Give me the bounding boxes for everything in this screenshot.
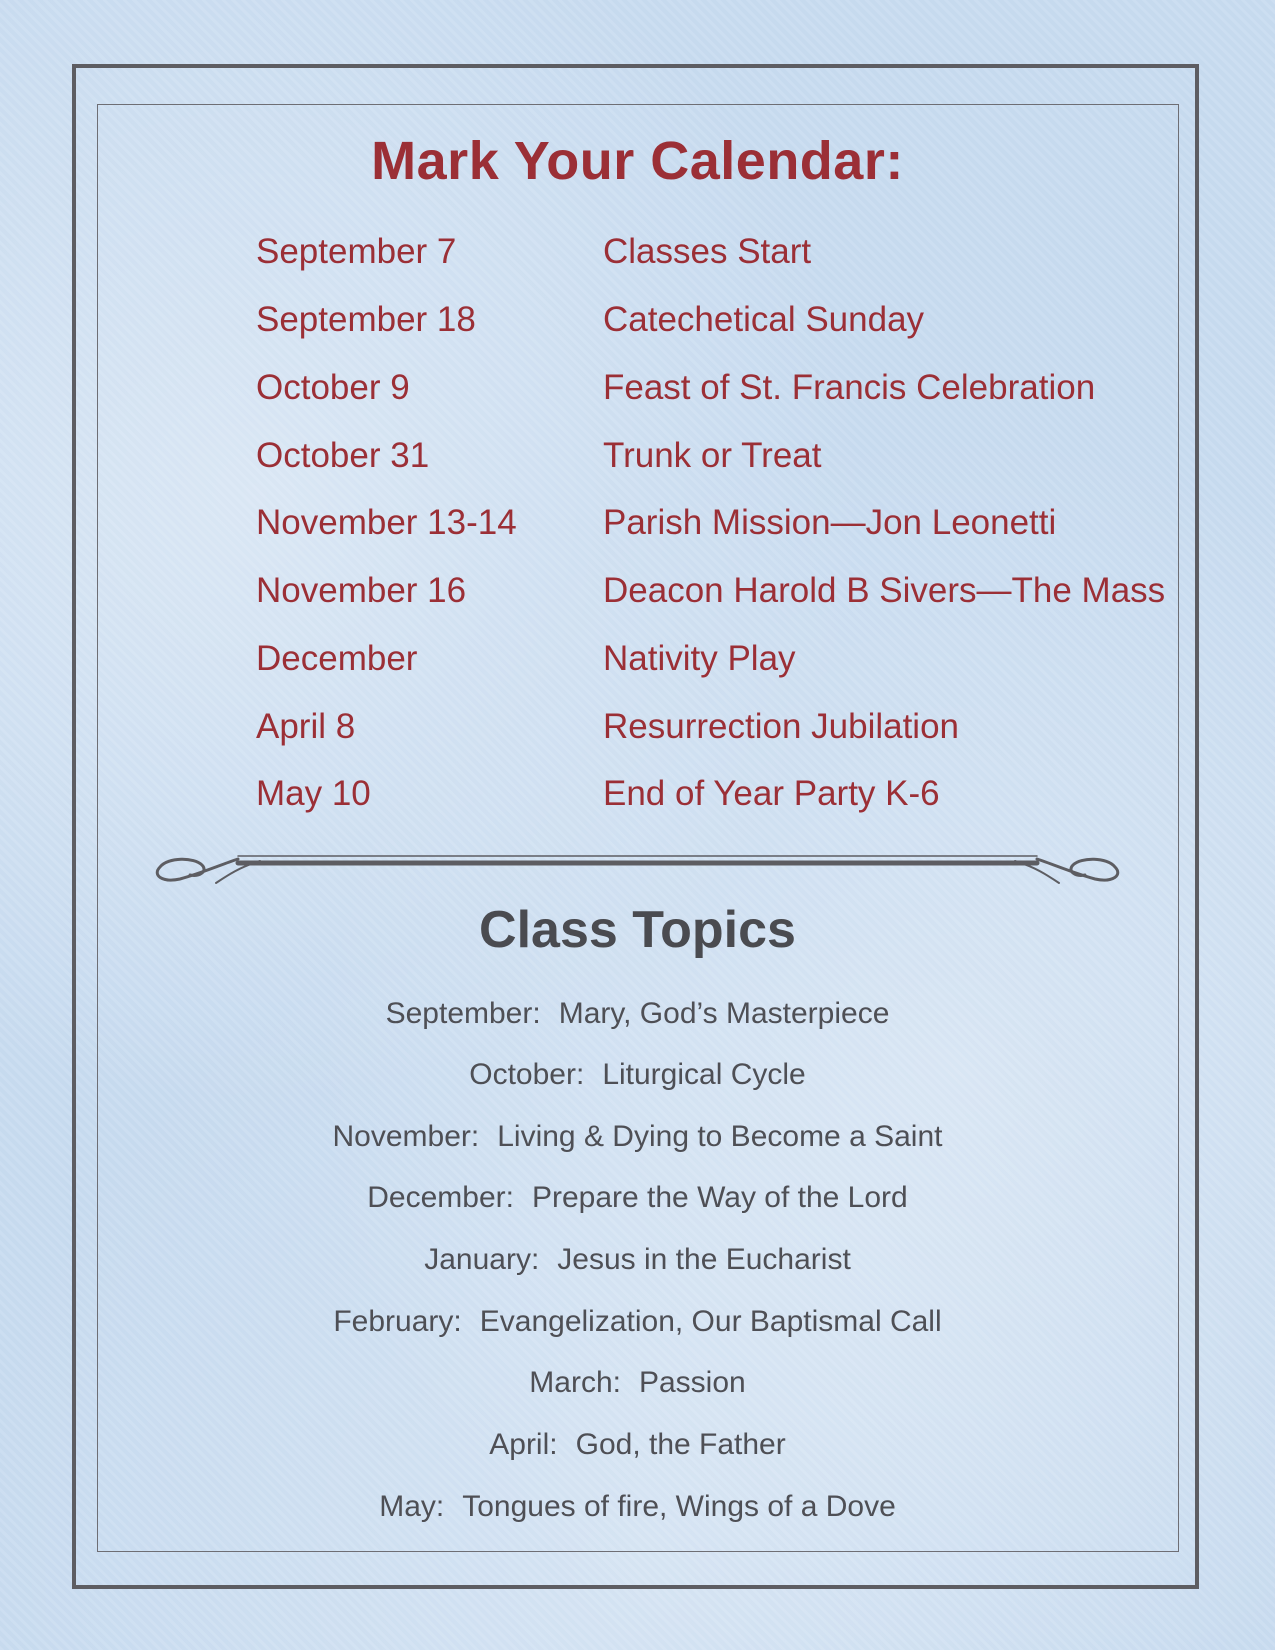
topic-text: Prepare the Way of the Lord — [531, 1181, 908, 1214]
topic-row — [0, 1058, 1275, 1092]
event-date: September 18 — [256, 300, 476, 339]
topic-month: February: — [333, 1305, 462, 1338]
event-date: November 13-14 — [256, 503, 517, 542]
topic-month: November: — [332, 1120, 480, 1153]
topic-text: Tongues of fire, Wings of a Dove — [462, 1490, 896, 1523]
ornamental-scroll-divider — [150, 845, 1125, 907]
topic-row — [0, 1305, 1275, 1339]
event-name: Nativity Play — [603, 639, 796, 678]
topic-text: Mary, God’s Masterpiece — [558, 997, 890, 1030]
topic-text: Evangelization, Our Baptismal Call — [479, 1305, 942, 1338]
topic-month: January: — [424, 1243, 540, 1276]
topic-month: April: — [489, 1428, 558, 1461]
topic-month: March: — [529, 1366, 621, 1399]
topic-month: October: — [469, 1058, 585, 1091]
event-name: Feast of St. Francis Celebration — [603, 368, 1096, 407]
event-date: May 10 — [256, 774, 371, 813]
event-name: Deacon Harold B Sivers—The Mass — [603, 571, 1166, 610]
calendar-title: Mark Your Calendar: — [371, 131, 904, 191]
topic-month: December: — [367, 1181, 514, 1214]
event-date: September 7 — [256, 232, 457, 271]
event-name: Trunk or Treat — [603, 436, 822, 475]
event-date: December — [256, 639, 418, 678]
topic-text: Passion — [638, 1366, 746, 1399]
event-date: October 31 — [256, 436, 430, 475]
topic-month: September: — [385, 997, 541, 1030]
topics-title: Class Topics — [479, 901, 796, 959]
topic-month: May: — [379, 1490, 445, 1523]
topic-row — [0, 1490, 1275, 1524]
topic-row — [0, 1243, 1275, 1277]
topic-row — [0, 1428, 1275, 1462]
topic-row — [0, 997, 1275, 1031]
topic-row — [0, 1120, 1275, 1154]
topic-text: God, the Father — [575, 1428, 786, 1461]
topic-text: Jesus in the Eucharist — [557, 1243, 851, 1276]
topic-text: Living & Dying to Become a Saint — [497, 1120, 943, 1153]
event-name: Catechetical Sunday — [603, 300, 925, 339]
event-name: Resurrection Jubilation — [603, 707, 960, 746]
event-date: October 9 — [256, 368, 410, 407]
event-date: April 8 — [256, 707, 356, 746]
event-name: Classes Start — [603, 232, 812, 271]
topic-text: Liturgical Cycle — [602, 1058, 806, 1091]
topic-row — [0, 1366, 1275, 1400]
topic-row — [0, 1181, 1275, 1215]
event-name: Parish Mission—Jon Leonetti — [603, 503, 1057, 542]
event-name: End of Year Party K-6 — [603, 774, 940, 813]
event-date: November 16 — [256, 571, 467, 610]
